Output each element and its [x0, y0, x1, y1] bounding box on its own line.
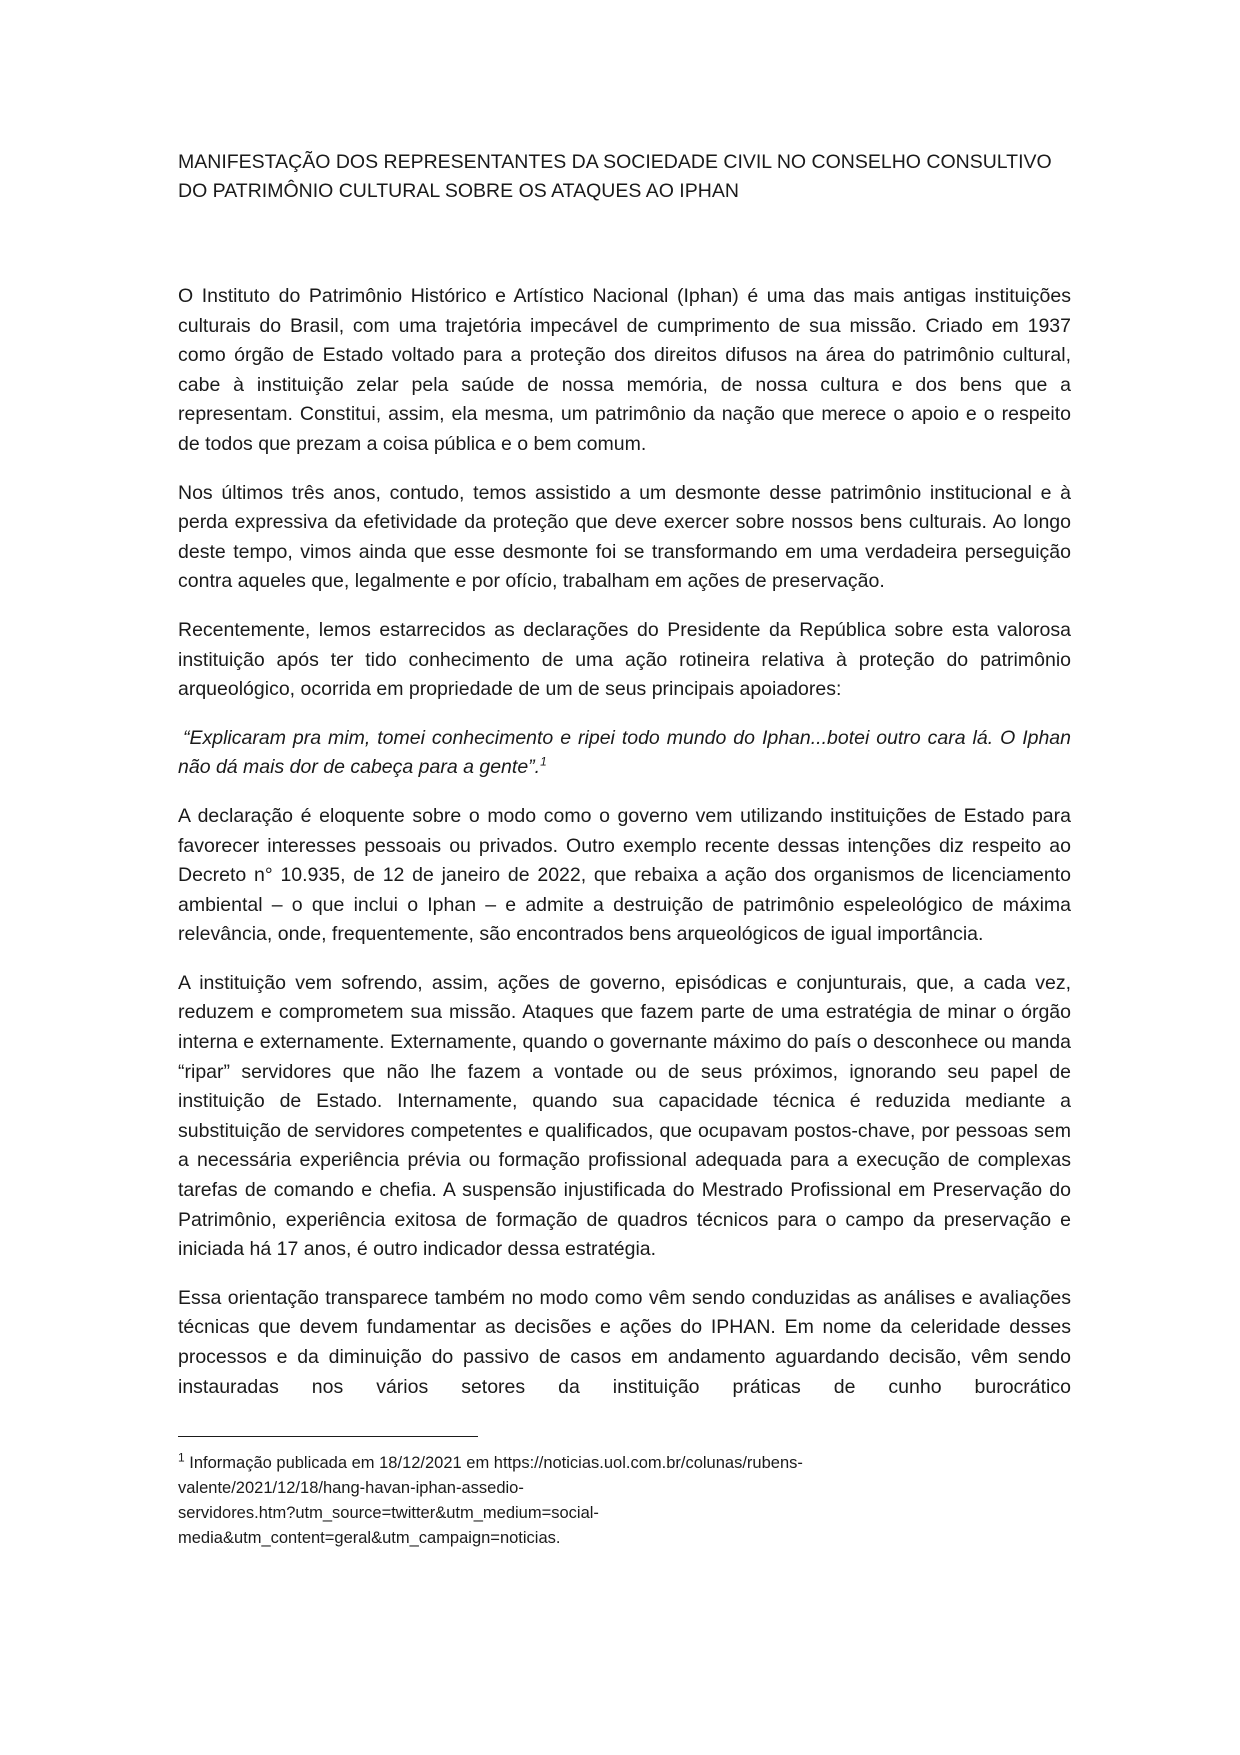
paragraph-2: Nos últimos três anos, contudo, temos assistido a um desmonte desse patrimônio institucional e à perda expressiva da efetividade da proteção que deve exercer sobre nossos bens culturais. Ao longo deste tempo, vimos ainda que esse desmonte foi se transformando em uma verdadeira perseguição contra aqueles que, legalmente e por ofício, trabalham em ações de preservação. — [178, 481, 1071, 593]
document-body — [178, 148, 1071, 1421]
footnote-ref-1[interactable]: 1 — [540, 754, 547, 769]
quote-text: “Explicaram pra mim, tomei conhecimento e ripei todo mundo do Iphan...botei outro cara lá. O Iphan não dá mais dor de cabeça para a gente”. — [178, 726, 1071, 779]
paragraph-5: A instituição vem sofrendo, assim, ações de governo, episódicas e conjunturais, que, a cada vez, reduzem e comprometem sua missão. Ataques que fazem parte de uma estratégia de minar o órgão interna e externamente. Externamente, quando o governante máximo do país o desconhece ou manda “ripar” servidores que não lhe fazem a vontade ou de seus próximos, ignorando seu papel de instituição de Estado. Internamente, quando sua capacidade técnica é reduzida mediante a substituição de servidores competentes e qualificados, que ocupavam postos-chave, por pessoas sem a necessária experiência prévia ou formação profissional adequada para a execução de complexas tarefas de comando e chefia. A suspensão injustificada do Mestrado Profissional em Preservação do Patrimônio, experiência exitosa de formação de quadros técnicos para o campo da preservação e iniciada há 17 anos, é outro indicador dessa estratégia. — [178, 971, 1071, 1261]
paragraph-6: Essa orientação transparece também no modo como vêm sendo conduzidas as análises e avaliações técnicas que devem fundamentar as decisões e ações do IPHAN. Em nome da celeridade desses processos e da diminuição do passivo de casos em andamento aguardando decisão, vêm sendo instauradas nos vários setores da instituição práticas de cunho burocrático — [178, 1286, 1071, 1398]
document-title: MANIFESTAÇÃO DOS REPRESENTANTES DA SOCIEDADE CIVIL NO CONSELHO CONSULTIVO DO PATRIMÔNIO CULTURAL SOBRE OS ATAQUES AO IPHAN — [178, 151, 1052, 202]
footnote-number: 1 — [178, 1450, 185, 1465]
footnote-line-4: media&utm_content=geral&utm_campaign=noticias. — [178, 1529, 561, 1547]
footnote-area — [178, 1436, 878, 1551]
president-quote — [178, 724, 1071, 783]
paragraph-1: O Instituto do Patrimônio Histórico e Artístico Nacional (Iphan) é uma das mais antigas instituições culturais do Brasil, com uma trajetória impecável de cumprimento de sua missão. Criado em 1937 como órgão de Estado voltado para a proteção dos direitos difusos na área do patrimônio cultural, cabe à instituição zelar pela saúde de nossa memória, de nossa cultura e dos bens que a representam. Constitui, assim, ela mesma, um patrimônio da nação que merece o apoio e o respeito de todos que prezam a coisa pública e o bem comum. — [178, 285, 1071, 455]
footnote-line-3: servidores.htm?utm_source=twitter&utm_medium=social- — [178, 1504, 599, 1522]
paragraph-3: Recentemente, lemos estarrecidos as declarações do Presidente da República sobre esta valorosa instituição após ter tido conhecimento de uma ação rotineira relativa à proteção do patrimônio arqueológico, ocorrida em propriedade de um de seus principais apoiadores: — [178, 618, 1071, 701]
paragraph-4: A declaração é eloquente sobre o modo como o governo vem utilizando instituições de Estado para favorecer interesses pessoais ou privados. Outro exemplo recente dessas intenções diz respeito ao Decreto n° 10.935, de 12 de janeiro de 2022, que rebaixa a ação dos organismos de licenciamento ambiental – o que inclui o Iphan – e admite a destruição de patrimônio espeleológico de máxima relevância, onde, frequentemente, são encontrados bens arqueológicos de igual importância. — [178, 804, 1071, 946]
footnote-1 — [178, 1451, 878, 1551]
footnote-separator — [178, 1436, 478, 1437]
footnote-line-2: valente/2021/12/18/hang-havan-iphan-assedio- — [178, 1479, 524, 1497]
footnote-line-1: Informação publicada em 18/12/2021 em https://noticias.uol.com.br/colunas/rubens- — [184, 1454, 803, 1472]
